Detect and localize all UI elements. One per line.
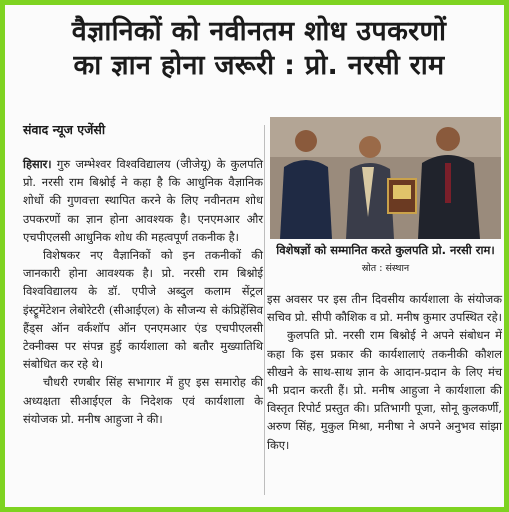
byline: संवाद न्यूज एजेंसी bbox=[23, 122, 106, 137]
photo-illustration bbox=[270, 117, 501, 239]
photo-caption bbox=[270, 242, 501, 277]
paragraph-1-text: गुरु जम्भेश्वर विश्वविद्यालय (जीजेयू) के कुलपति प्रो. नरसी राम बिश्नोई ने कहा है कि आधुनिक वैज्ञानिक शोधों की गुणवत्ता स्थापित करने के लिए नवीनतम शोध उपकरणों का ज्ञान होना आवश्यक है। एनएमआर और एचपीएलसी आधुनिक शोध की महत्वपूर्ण तकनीक है। bbox=[23, 157, 263, 244]
award-photo bbox=[270, 117, 501, 239]
paragraph-1 bbox=[23, 155, 263, 246]
caption-source: स्रोत : संस्थान bbox=[361, 263, 410, 274]
article-left-column bbox=[23, 155, 263, 428]
headline-line-1: वैज्ञानिकों को नवीनतम शोध उपकरणों bbox=[71, 16, 447, 47]
article-right-column bbox=[267, 290, 502, 454]
paragraph-5: कुलपति प्रो. नरसी राम बिश्नोई ने अपने संबोधन में कहा कि इस प्रकार की कार्यशालाएं तकनीकी कौशल सीखने के साथ-साथ ज्ञान के आदान-प्रदान के लिए मंच भी प्रदान करती हैं। प्रो. मनीष आहुजा ने कार्यशाला की विस्तृत रिपोर्ट प्रस्तुत की। प्रतिभागी पूजा, सोनू कुलकर्णी, अरुण सिंह, मुकुल मिश्रा, मनीषा ने अपने अनुभव सांझा किए। bbox=[267, 328, 502, 452]
paragraph-3: चौधरी रणबीर सिंह सभागार में हुए इस समारोह की अध्यक्षता सीआईएल के निदेशक एवं कार्यशाला के संयोजक प्रो. मनीष आहुजा ने की। bbox=[23, 375, 263, 426]
headline-line-2: का ज्ञान होना जरूरी : प्रो. नरसी राम bbox=[73, 50, 445, 81]
paragraph-4: इस अवसर पर इस तीन दिवसीय कार्यशाला के संयोजक सचिव प्रो. सीपी कौशिक व प्रो. मनीष कुमार उपस्थित रहे। bbox=[267, 292, 502, 325]
headline bbox=[13, 15, 505, 83]
column-divider bbox=[264, 125, 265, 495]
caption-text: विशेषज्ञों को सम्मानित करते कुलपति प्रो. नरसी राम। bbox=[276, 243, 495, 257]
paragraph-2: विशेषकर नए वैज्ञानिकों को इन तकनीकों की जानकारी होना आवश्यक है। प्रो. नरसी राम बिश्नोई विश्वविद्यालय के डॉ. एपीजे अब्दुल कलाम सेंट्रल इंस्ट्रूमेंटेशन लेबोरेटरी (सीआईएल) के सौजन्य से कंप्रिहेंसिव हैंड्स ऑन वर्कशॉप ऑन एनएमआर एंड एचपीएलसी टेक्नीक्स पर संपन्न हुई कार्यशाला को बतौर मुख्यातिथि संबोधित कर रहे थे। bbox=[23, 248, 263, 372]
dateline: हिसार। bbox=[23, 157, 52, 171]
